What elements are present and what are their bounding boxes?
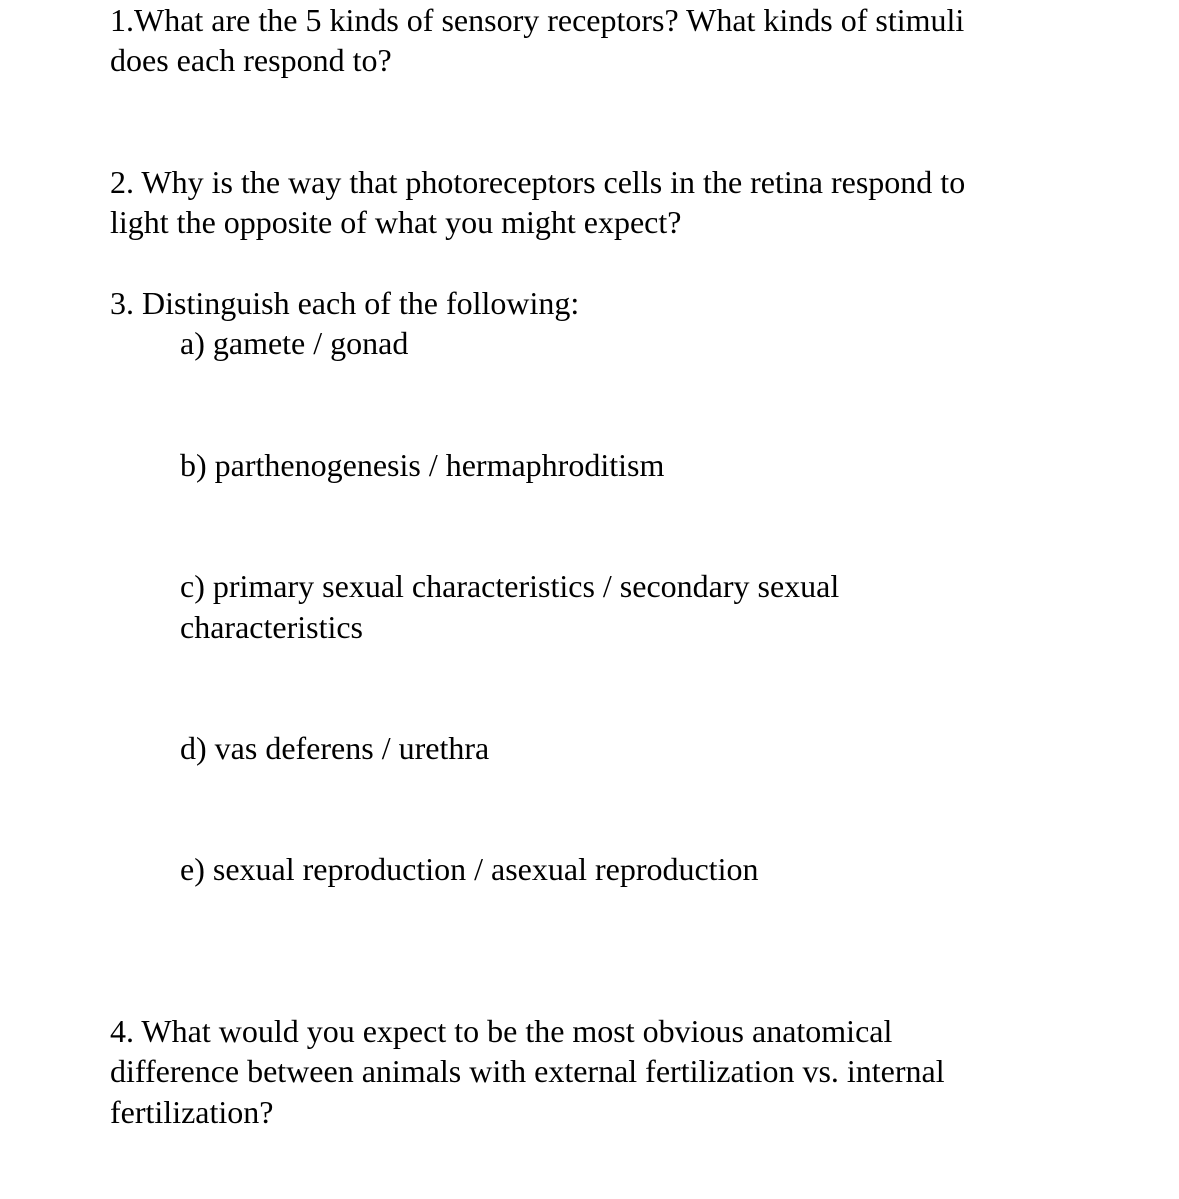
question-3-prompt: 3. Distinguish each of the following: (110, 285, 580, 321)
question-1-line-1: 1.What are the 5 kinds of sensory receptors? What kinds of stimuli (110, 2, 965, 38)
question-2-line-2: light the opposite of what you might expect? (110, 204, 682, 240)
question-3-item-a: a) gamete / gonad (180, 325, 409, 361)
question-1-line-2: does each respond to? (110, 42, 392, 78)
question-2-line-1: 2. Why is the way that photoreceptors cells in the retina respond to (110, 164, 966, 200)
question-3-item-c-line-1: c) primary sexual characteristics / secondary sexual (180, 568, 840, 604)
question-4-line-2: difference between animals with external fertilization vs. internal (110, 1053, 945, 1089)
question-3-item-c-line-2: characteristics (180, 609, 363, 645)
question-3-item-b: b) parthenogenesis / hermaphroditism (180, 447, 665, 483)
question-4-line-1: 4. What would you expect to be the most obvious anatomical (110, 1013, 893, 1049)
question-3-item-e: e) sexual reproduction / asexual reproduction (180, 851, 759, 887)
question-3-item-d: d) vas deferens / urethra (180, 730, 490, 766)
question-4-line-3: fertilization? (110, 1094, 274, 1130)
